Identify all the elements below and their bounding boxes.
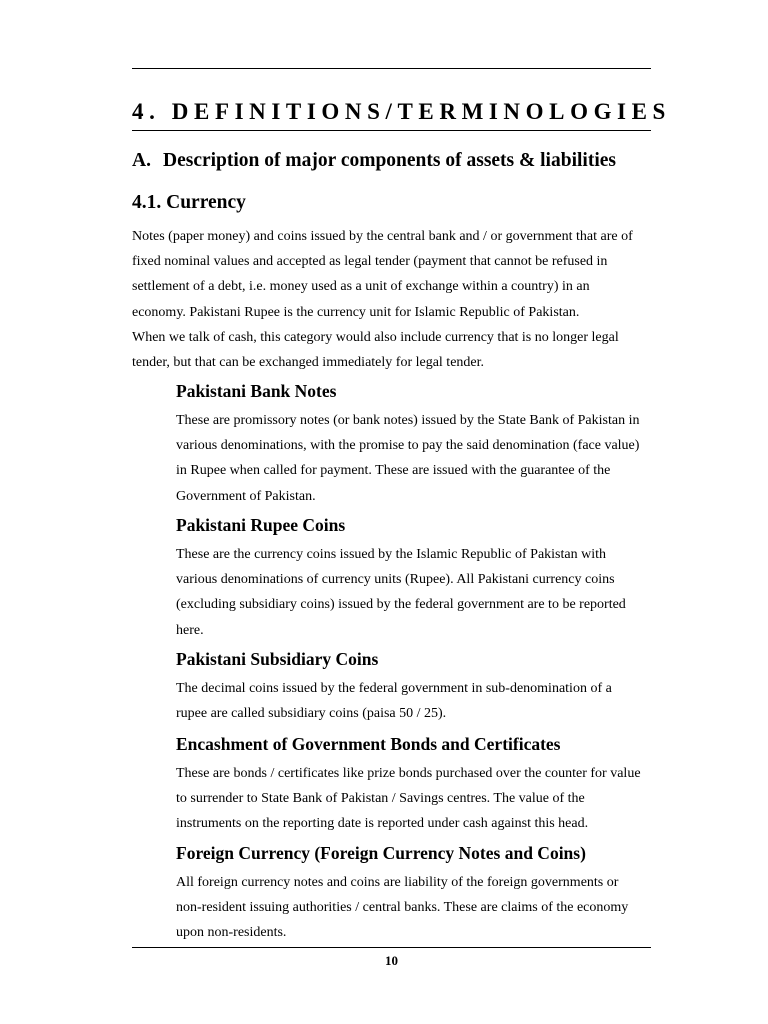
subsection-heading-rupee-coins: Pakistani Rupee Coins <box>176 515 346 535</box>
paragraph-line: rupee are called subsidiary coins (paisa 50 / 25). <box>176 706 447 722</box>
paragraph-line: upon non-residents. <box>176 925 287 941</box>
paragraph-line: non-resident issuing authorities / central banks. These are claims of the economy <box>176 900 629 916</box>
paragraph-line: When we talk of cash, this category would also include currency that is no longer legal <box>132 329 619 345</box>
section-currency-heading: 4.1. Currency <box>132 192 246 213</box>
subsection-heading-subsidiary-coins: Pakistani Subsidiary Coins <box>176 649 379 669</box>
paragraph-line: Government of Pakistan. <box>176 488 316 504</box>
title-underline <box>132 130 651 131</box>
document-page <box>132 0 671 1024</box>
paragraph-line: economy. Pakistani Rupee is the currency unit for Islamic Republic of Pakistan. <box>132 304 580 320</box>
paragraph-line: here. <box>176 622 204 638</box>
subsection-heading-foreign-currency: Foreign Currency (Foreign Currency Notes and Coins) <box>176 843 586 863</box>
paragraph-line: These are the currency coins issued by the Islamic Republic of Pakistan with <box>176 547 606 562</box>
section-a-title: Description of major components of assets & liabilities <box>163 150 616 171</box>
subsection-heading-bank-notes: Pakistani Bank Notes <box>176 381 337 401</box>
subsidiary-coins-paragraph <box>176 676 651 726</box>
section-a-heading <box>132 148 616 174</box>
paragraph-line: various denominations, with the promise to pay the said denomination (face value) <box>176 438 640 454</box>
paragraph-line: These are bonds / certificates like prize bonds purchased over the counter for value <box>176 766 641 781</box>
subsection-heading-bonds: Encashment of Government Bonds and Certificates <box>176 734 561 754</box>
chapter-title: 4. DEFINITIONS/TERMINOLOGIES <box>132 99 671 124</box>
paragraph-line: (excluding subsidiary coins) issued by the federal government are to be reported <box>176 597 626 613</box>
paragraph-line: All foreign currency notes and coins are liability of the foreign governments or <box>176 875 619 890</box>
bonds-paragraph <box>176 761 651 837</box>
header-rule <box>132 68 651 69</box>
paragraph-line: fixed nominal values and accepted as legal tender (payment that cannot be refused in <box>132 254 608 270</box>
section-a-letter: A. <box>132 150 151 171</box>
footer-rule <box>132 947 651 948</box>
paragraph-line: instruments on the reporting date is reported under cash against this head. <box>176 816 589 832</box>
paragraph-line: in Rupee when called for payment. These are issued with the guarantee of the <box>176 463 611 479</box>
paragraph-line: The decimal coins issued by the federal government in sub-denomination of a <box>176 681 612 696</box>
paragraph-line: settlement of a debt, i.e. money used as a unit of exchange within a country) in an <box>132 279 590 295</box>
foreign-currency-paragraph <box>176 870 651 946</box>
paragraph-line: to surrender to State Bank of Pakistan / Savings centres. The value of the <box>176 791 585 807</box>
bank-notes-paragraph <box>176 408 651 509</box>
paragraph-line: Notes (paper money) and coins issued by the central bank and / or government that are of <box>132 229 633 244</box>
rupee-coins-paragraph <box>176 542 651 643</box>
page-number: 10 <box>385 953 398 968</box>
paragraph-line: tender, but that can be exchanged immediately for legal tender. <box>132 355 485 371</box>
currency-paragraph <box>132 224 651 375</box>
paragraph-line: These are promissory notes (or bank notes) issued by the State Bank of Pakistan in <box>176 413 640 428</box>
paragraph-line: various denominations of currency units (Rupee). All Pakistani currency coins <box>176 572 615 588</box>
